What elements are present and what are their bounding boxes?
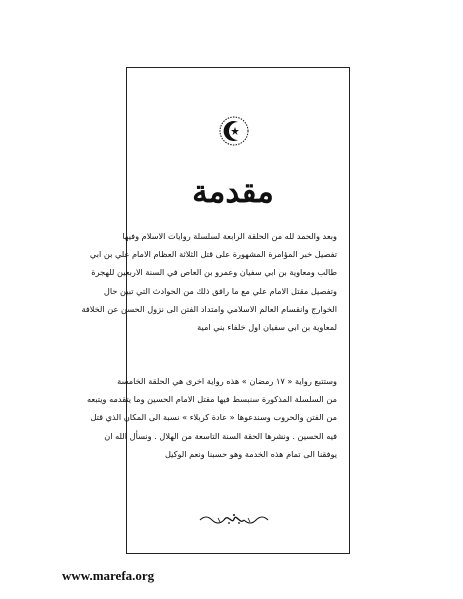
paragraph-2-line: من السلسلة المذكورة سنبسط فيها مقتل الامام الحسين وما يتقدمه ويتبعه bbox=[87, 394, 337, 405]
crescent-star-emblem-icon bbox=[218, 115, 250, 147]
paragraph-2-line: فيه الحسين . ونشرها الحقة السنة التاسعة من الهلال . ونسأل الله ان bbox=[104, 430, 337, 441]
paragraph-1-line: وتفصيل مقتل الامام علي مع ما رافق ذلك من الحوادث التي تبين حال bbox=[103, 285, 337, 296]
paragraph-1-line: تفصيل خبر المؤامرة المشهورة على قتل الثلاثة العظام الامام علي بن ابي bbox=[89, 249, 337, 260]
paragraph-1-line: وبعد والحمد لله من الحلقة الرابعة لسلسلة روايات الاسلام وفيها bbox=[122, 231, 337, 241]
paragraph-2 bbox=[87, 372, 337, 463]
calligraphic-ornament-icon bbox=[198, 511, 270, 527]
paragraph-2-line-last: يوفقنا الى تمام هذه الخدمة وهو حسبنا ونعم الوكيل bbox=[164, 448, 337, 459]
footer-site-url: www.marefa.org bbox=[62, 568, 155, 583]
paragraph-1-line: الخوارج وانقسام العالم الاسلامي وامتداد الفتن الى نزول الحسن عن الخلافة bbox=[81, 303, 337, 314]
paragraph-2-line: وستتبع رواية « ١٧ رمضان » هذه رواية اخرى هي الحلقة الخامسة bbox=[117, 376, 337, 386]
paragraph-2-line: من الفتن والحروب وسندعوها « عادة كربلاء » نسبة الى المكان الذي قتل bbox=[90, 412, 337, 423]
paragraph-1-line-last: لمعاوية بن ابي سفيان اول خلفاء بني امية bbox=[197, 322, 337, 333]
paragraph-1 bbox=[81, 227, 337, 336]
page-title: مقدمة bbox=[192, 174, 274, 210]
paragraph-1-line: طالب ومعاوية بن ابي سفيان وعمرو بن العاص في السنة الاربعين للهجرة bbox=[91, 267, 337, 278]
